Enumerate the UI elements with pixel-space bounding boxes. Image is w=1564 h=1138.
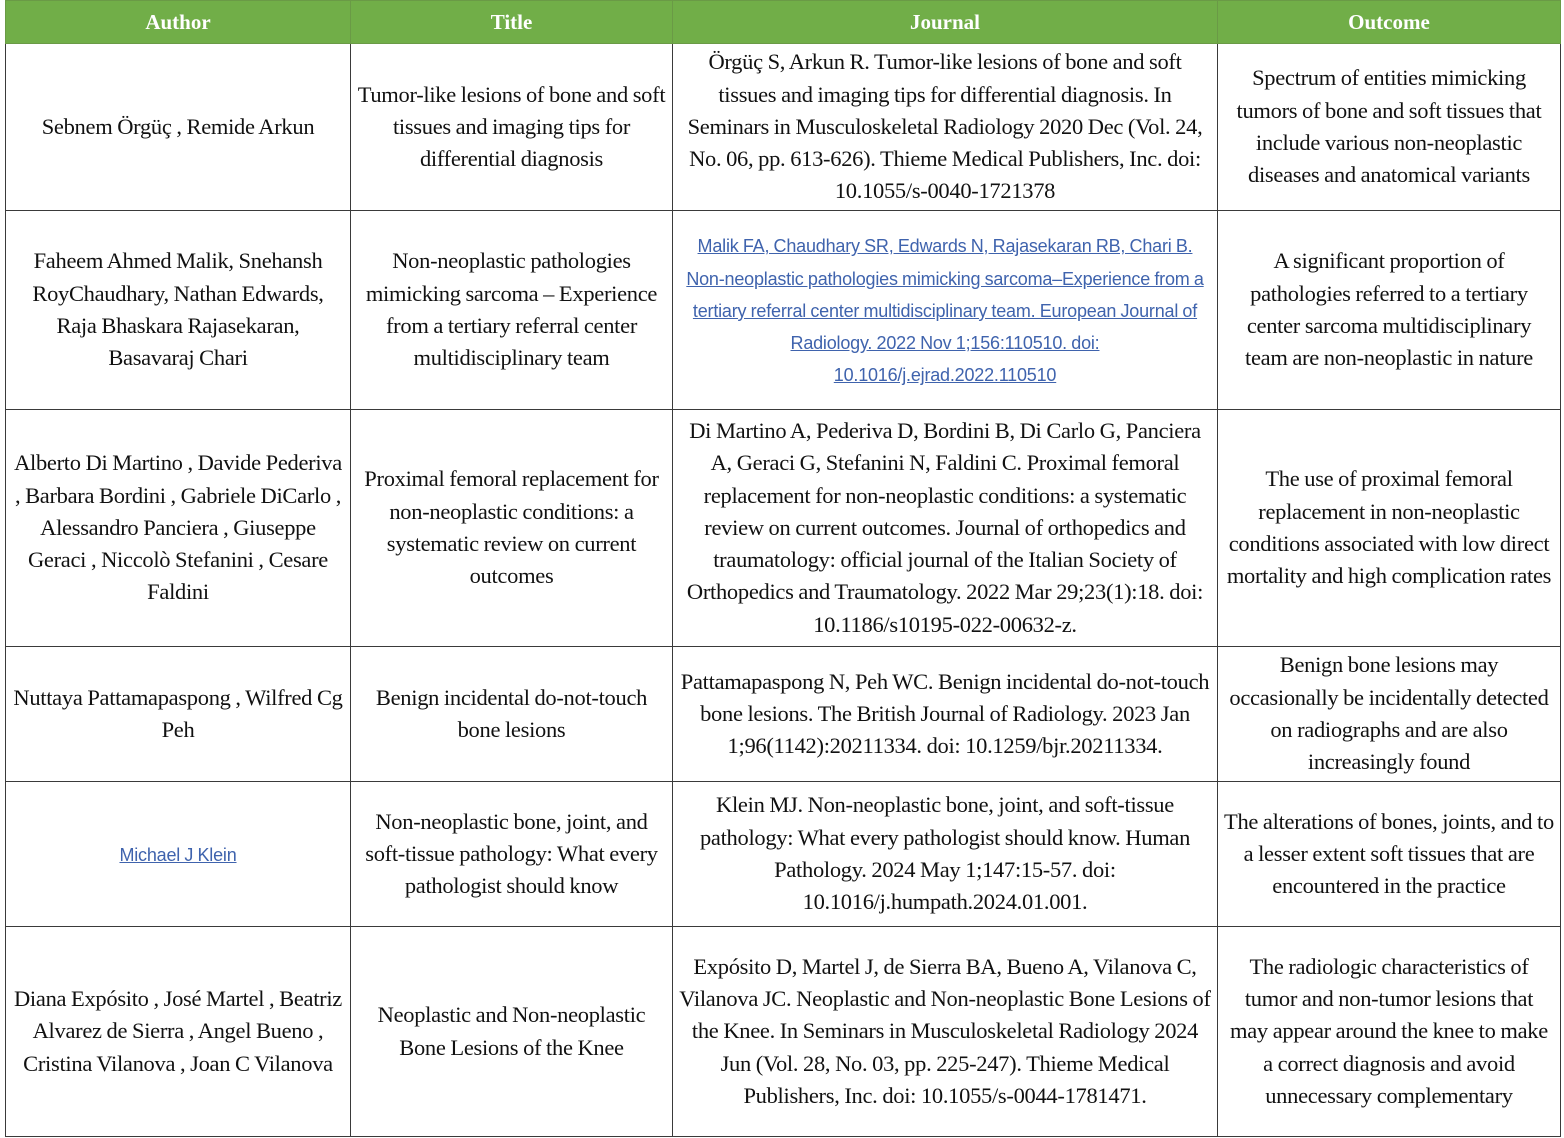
- title-cell: Non-neoplastic bone, joint, and soft-tissue pathology: What every pathologist should know: [351, 782, 673, 927]
- outcome-cell: The alterations of bones, joints, and to a lesser extent soft tissues that are encountered in the practice: [1218, 782, 1561, 927]
- author-link[interactable]: Michael J Klein: [119, 844, 237, 865]
- outcome-cell: The use of proximal femoral replacement in non-neoplastic conditions associated with low direct mortality and high complication rates: [1218, 410, 1561, 647]
- outcome-cell: The radiologic characteristics of tumor and non-tumor lesions that may appear around the knee to make a correct diagnosis and avoid unnecessary complementary: [1218, 927, 1561, 1137]
- header-journal: Journal: [673, 1, 1218, 44]
- journal-cell: Di Martino A, Pederiva D, Bordini B, Di Carlo G, Panciera A, Geraci G, Stefanini N, Faldini C. Proximal femoral replacement for non-neoplastic conditions: a systematic review on current outcomes. Journal of orthopedics and traumatology: official journal of the Italian Society of Orthopedics and Traumatology. 2022 Mar 29;23(1):18. doi: 10.1186/s10195-022-00632-z.: [673, 410, 1218, 647]
- header-author: Author: [6, 1, 351, 44]
- outcome-cell: Benign bone lesions may occasionally be incidentally detected on radiographs and are also increasingly found: [1218, 647, 1561, 782]
- author-cell: Diana Expósito , José Martel , Beatriz Alvarez de Sierra , Angel Bueno , Cristina Vilanova , Joan C Vilanova: [6, 927, 351, 1137]
- title-cell: Neoplastic and Non-neoplastic Bone Lesions of the Knee: [351, 927, 673, 1137]
- table-row: [6, 782, 1561, 927]
- title-cell: Tumor-like lesions of bone and soft tissues and imaging tips for differential diagnosis: [351, 44, 673, 211]
- title-cell: Benign incidental do-not-touch bone lesions: [351, 647, 673, 782]
- title-cell: Proximal femoral replacement for non-neoplastic conditions: a systematic review on current outcomes: [351, 410, 673, 647]
- title-cell: Non-neoplastic pathologies mimicking sarcoma – Experience from a tertiary referral center multidisciplinary team: [351, 211, 673, 410]
- outcome-cell: Spectrum of entities mimicking tumors of bone and soft tissues that include various non-neoplastic diseases and anatomical variants: [1218, 44, 1561, 211]
- table-row: [6, 410, 1561, 647]
- journal-cell: Pattamapaspong N, Peh WC. Benign incidental do-not-touch bone lesions. The British Journal of Radiology. 2023 Jan 1;96(1142):20211334. doi: 10.1259/bjr.20211334.: [673, 647, 1218, 782]
- author-cell: Sebnem Örgüç , Remide Arkun: [6, 44, 351, 211]
- outcome-cell: A significant proportion of pathologies referred to a tertiary center sarcoma multidisciplinary team are non-neoplastic in nature: [1218, 211, 1561, 410]
- table-row: [6, 211, 1561, 410]
- journal-cell: Örgüç S, Arkun R. Tumor-like lesions of bone and soft tissues and imaging tips for differential diagnosis. In Seminars in Musculoskeletal Radiology 2020 Dec (Vol. 24, No. 06, pp. 613-626). Thieme Medical Publishers, Inc. doi: 10.1055/s-0040-1721378: [673, 44, 1218, 211]
- author-cell: Alberto Di Martino , Davide Pederiva , Barbara Bordini , Gabriele DiCarlo , Alessandro Panciera , Giuseppe Geraci , Niccolò Stefanini , Cesare Faldini: [6, 410, 351, 647]
- table-row: [6, 927, 1561, 1137]
- author-cell: Faheem Ahmed Malik, Snehansh RoyChaudhary, Nathan Edwards, Raja Bhaskara Rajasekaran, Basavaraj Chari: [6, 211, 351, 410]
- journal-link[interactable]: Malik FA, Chaudhary SR, Edwards N, Rajasekaran RB, Chari B. Non-neoplastic pathologies mimicking sarcoma–Experience from a tertiary referral center multidisciplinary team. European Journal of Radiology. 2022 Nov 1;156:110510. doi: 10.1016/j.ejrad.2022.110510: [686, 236, 1204, 386]
- header-row: [6, 1, 1561, 44]
- author-cell: [6, 782, 351, 927]
- journal-cell: [673, 211, 1218, 410]
- journal-cell: Expósito D, Martel J, de Sierra BA, Bueno A, Vilanova C, Vilanova JC. Neoplastic and Non-neoplastic Bone Lesions of the Knee. In Seminars in Musculoskeletal Radiology 2024 Jun (Vol. 28, No. 03, pp. 225-247). Thieme Medical Publishers, Inc. doi: 10.1055/s-0044-1781471.: [673, 927, 1218, 1137]
- header-outcome: Outcome: [1218, 1, 1561, 44]
- table-row: [6, 44, 1561, 211]
- journal-cell: Klein MJ. Non-neoplastic bone, joint, and soft-tissue pathology: What every pathologist should know. Human Pathology. 2024 May 1;147:15-57. doi: 10.1016/j.humpath.2024.01.001.: [673, 782, 1218, 927]
- literature-table: [5, 0, 1561, 1137]
- author-cell: Nuttaya Pattamapaspong , Wilfred Cg Peh: [6, 647, 351, 782]
- table-row: [6, 647, 1561, 782]
- header-title: Title: [351, 1, 673, 44]
